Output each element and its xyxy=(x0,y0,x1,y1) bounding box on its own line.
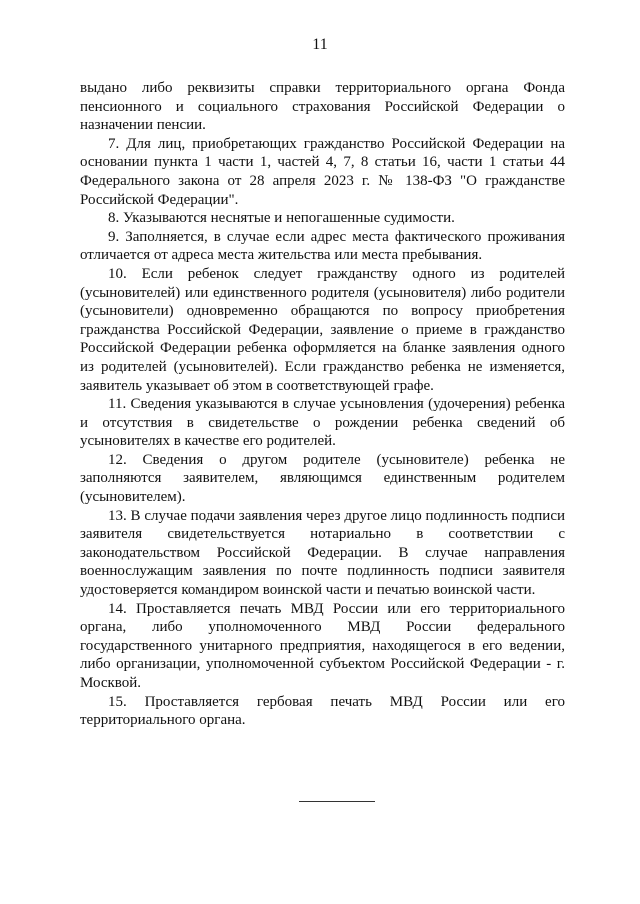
paragraph-note-12: 12. Сведения о другом родителе (усыновителе) ребенка не заполняются заявителем, являющимся единственным родителем (усыновителем). xyxy=(80,451,565,506)
document-body xyxy=(80,79,565,730)
footer-rule xyxy=(299,801,375,802)
paragraph-pension-continuation: выдано либо реквизиты справки территориального органа Фонда пенсионного и социального страхования Российской Федерации о назначении пенсии. xyxy=(80,80,565,134)
paragraph-note-14: 14. Проставляется печать МВД России или его территориального органа, либо уполномоченного МВД России федерального государственного унитарного предприятия, находящегося в его ведении, либо организации, уполномоченной субъектом Российской Федерации - г. Москвой. xyxy=(80,600,565,691)
page-number: 11 xyxy=(312,36,328,53)
paragraph-note-11: 11. Сведения указываются в случае усыновления (удочерения) ребенка и отсутствия в свидетельстве о рождении ребенка сведений об усыновителях в качестве его родителей. xyxy=(80,396,565,450)
paragraph-note-9: 9. Заполняется, в случае если адрес места фактического проживания отличается от адреса места жительства или места пребывания. xyxy=(80,228,565,264)
paragraph-note-10: 10. Если ребенок следует гражданству одного из родителей (усыновителей) или единственного родителя (усыновителя) либо родители (усыновители) одновременно обращаются по вопросу приобретения гражданства Российской Федерации, заявление о приеме в гражданство Российской Федерации ребенка оформляется на бланке заявления одного из родителей (усыновителей). Если гражданство ребенка не изменяется, заявитель указывает об этом в соответствующей графе. xyxy=(80,265,565,394)
paragraph-note-15: 15. Проставляется гербовая печать МВД России или его территориального органа. xyxy=(80,693,565,729)
paragraph-note-7: 7. Для лиц, приобретающих гражданство Российской Федерации на основании пункта 1 части 1, частей 4, 7, 8 статьи 16, части 1 статьи 44 Федерального закона от 28 апреля 2023 г. № 138-ФЗ "О гражданстве Российской Федерации". xyxy=(80,135,565,208)
paragraph-note-13: 13. В случае подачи заявления через другое лицо подлинность подписи заявителя свидетельствуется нотариально в соответствии с законодательством Российской Федерации. В случае направления военнослужащим заявления по почте подлинность подписи заявителя удостоверяется командиром воинской части и печатью воинской части. xyxy=(80,507,565,599)
paragraph-note-8: 8. Указываются неснятые и непогашенные судимости. xyxy=(108,210,455,227)
